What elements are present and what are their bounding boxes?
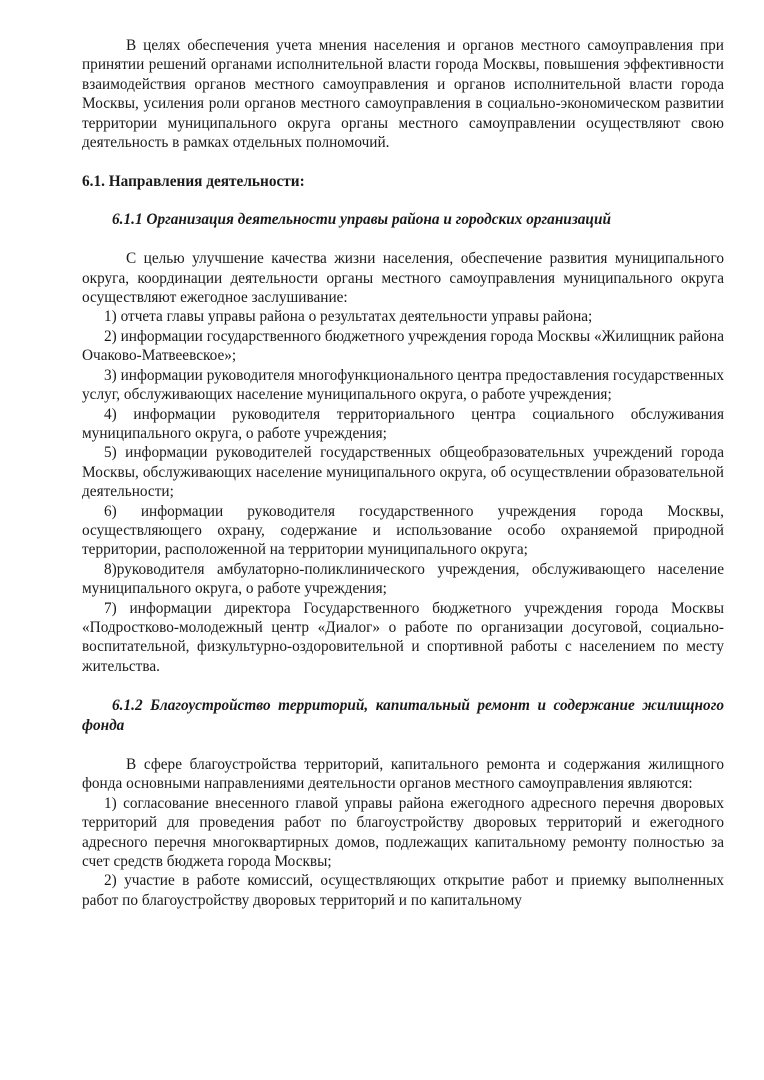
subsection-lead: В сфере благоустройства территорий, капитального ремонта и содержания жилищного фонда основными направлениями деятельности органов местного самоуправления являются: (82, 756, 724, 793)
subsection-6-1-2-body (82, 755, 724, 910)
list-item: 5) информации руководителей государственных общеобразовательных учреждений города Москвы, обслуживающих население муниципального округа, об осуществлении образовательной деятельности; (82, 444, 724, 501)
list-item: 6) информации руководителя государственного учреждения города Москвы, осуществляющего охрану, содержание и использование особо охраняемой природной территории, расположенной на территории муниципального округа; (82, 502, 724, 559)
list-item: 7) информации директора Государственного бюджетного учреждения города Москвы «Подростково-молодежный центр «Диалог» о работе по организации досуговой, социально-воспитательной, физкультурно-оздоровительной и спортивной работы с населением по месту жительства. (82, 599, 724, 675)
list-item: 2) информации государственного бюджетного учреждения города Москвы «Жилищник района Очаково-Матвеевское»; (82, 327, 724, 365)
subsection-6-1-1-body (82, 249, 724, 676)
intro-paragraph: В целях обеспечения учета мнения населения и органов местного самоуправления при принятии решений органами исполнительной власти города Москвы, повышения эффективности взаимодействия органов местного самоуправления и органов исполнительной власти города Москвы, усиления роли органов местного самоуправления в социально-экономическом развитии территории муниципального округа органы местного самоуправлении осуществляют свою деятельность в рамках отдельных полномочий. (82, 37, 724, 152)
list-item: 8)руководителя амбулаторно-поликлинического учреждения, обслуживающего население муниципального округа, о работе учреждения; (82, 560, 724, 598)
list-item: 3) информации руководителя многофункционального центра предоставления государственных услуг, обслуживающих население муниципального округа, о работе учреждения; (82, 366, 724, 404)
list-item: 2) участие в работе комиссий, осуществляющих открытие работ и приемку выполненных работ по благоустройству дворовых территорий и по капитальному (82, 872, 724, 909)
subsection-heading-6-1-2: 6.1.2 Благоустройство территорий, капитальный ремонт и содержание жилищного фонда (82, 697, 724, 734)
list-item: 4) информации руководителя территориального центра социального обслуживания муниципального округа, о работе учреждения; (82, 405, 724, 442)
section-heading: 6.1. Направления деятельности: (82, 173, 305, 191)
subsection-lead: С целью улучшение качества жизни населения, обеспечение развития муниципального округа, координации деятельности органы местного самоуправления муниципального округа осуществляют ежегодное заслушивание: (82, 250, 724, 307)
subsection-heading-6-1-1: 6.1.1 Организация деятельности управы района и городских организаций (112, 210, 611, 228)
list-item: 1) согласование внесенного главой управы района ежегодного адресного перечня дворовых территорий для проведения работ по благоустройству дворовых территорий и ежегодного адресного перечня многоквартирных домов, подлежащих капитальному ремонту полностью за счет средств бюджета города Москвы; (82, 794, 724, 871)
list-item: 1) отчета главы управы района о результатах деятельности управы района; (104, 308, 593, 326)
